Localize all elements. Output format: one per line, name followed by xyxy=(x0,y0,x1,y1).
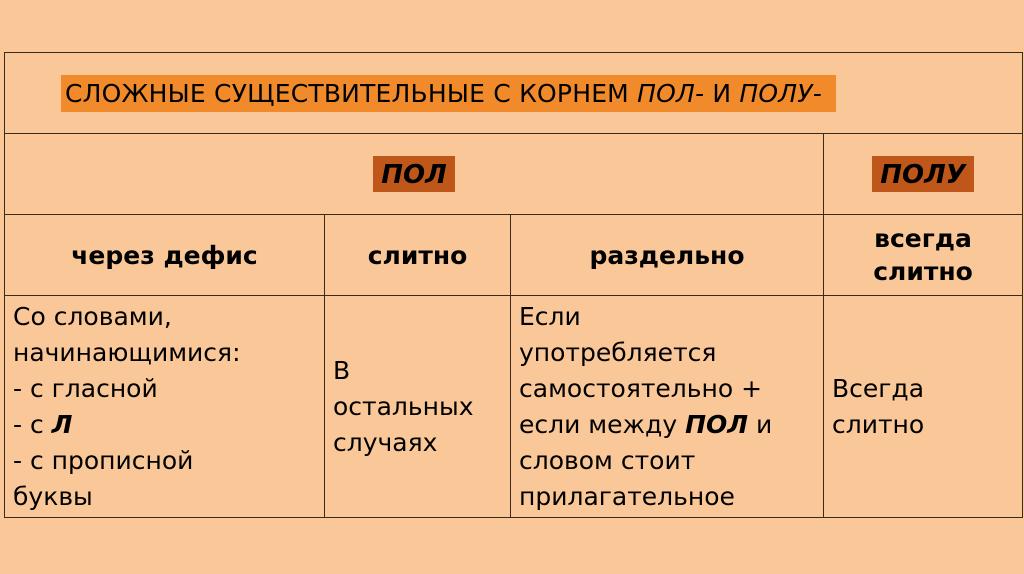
title-text: СЛОЖНЫЕ СУЩЕСТВИТЕЛЬНЫЕ С КОРНЕМ xyxy=(65,78,638,108)
cell-separate-line6: прилагательное xyxy=(519,481,735,511)
content-row xyxy=(5,296,1023,518)
header-pol: ПОЛ xyxy=(373,156,454,192)
title-cell xyxy=(5,53,1023,134)
title-row xyxy=(5,53,1023,134)
cell-together-rules xyxy=(325,296,511,518)
subheader-together: слитно xyxy=(325,215,511,296)
title-root-polu: ПОЛУ- xyxy=(739,78,822,108)
subheader-always-line2: слитно xyxy=(873,257,973,286)
cell-separate-line5: словом стоит xyxy=(519,445,696,475)
cell-always-rules xyxy=(824,296,1023,518)
subheader-always xyxy=(824,215,1023,296)
cell-hyphen-line1: Со словами, xyxy=(13,301,172,331)
cell-hyphen-line4 xyxy=(13,407,320,443)
title-conjunction: И xyxy=(704,78,740,108)
header-row xyxy=(5,134,1023,215)
rules-table xyxy=(4,52,1023,518)
cell-separate-rules xyxy=(511,296,824,518)
slide-title xyxy=(61,75,836,112)
cell-hyphen-line3: - с гласной xyxy=(13,373,158,403)
cell-separate-line4-prefix: если между xyxy=(519,409,686,439)
cell-always-line2: слитно xyxy=(832,409,925,439)
cell-together-line2: остальных xyxy=(333,391,474,421)
cell-hyphen-line5: - с прописной xyxy=(13,445,194,475)
subheader-separate: раздельно xyxy=(511,215,824,296)
header-polu-cell xyxy=(824,134,1023,215)
cell-always-line1: Всегда xyxy=(832,373,925,403)
cell-hyphen-rules xyxy=(5,296,325,518)
subheader-row xyxy=(5,215,1023,296)
cell-separate-line2: употребляется xyxy=(519,337,717,367)
cell-separate-line4-suffix: и xyxy=(748,409,773,439)
cell-separate-line1: Если xyxy=(519,301,581,331)
subheader-always-line1: всегда xyxy=(874,224,972,253)
header-pol-cell xyxy=(5,134,824,215)
subheader-hyphen: через дефис xyxy=(5,215,325,296)
cell-hyphen-line4-prefix: - с xyxy=(13,409,52,439)
title-root-pol: ПОЛ- xyxy=(637,78,705,108)
cell-separate-word-pol: ПОЛ xyxy=(685,409,749,439)
cell-separate-line3: самостоятельно + xyxy=(519,373,763,403)
cell-hyphen-line6: буквы xyxy=(13,481,93,511)
cell-together-line1: В xyxy=(333,355,351,385)
cell-separate-line4 xyxy=(519,407,819,443)
header-polu: ПОЛУ xyxy=(872,156,974,192)
cell-hyphen-line2: начинающимися: xyxy=(13,337,241,367)
cell-together-line3: случаях xyxy=(333,427,438,457)
cell-hyphen-letter-l: Л xyxy=(51,409,73,439)
